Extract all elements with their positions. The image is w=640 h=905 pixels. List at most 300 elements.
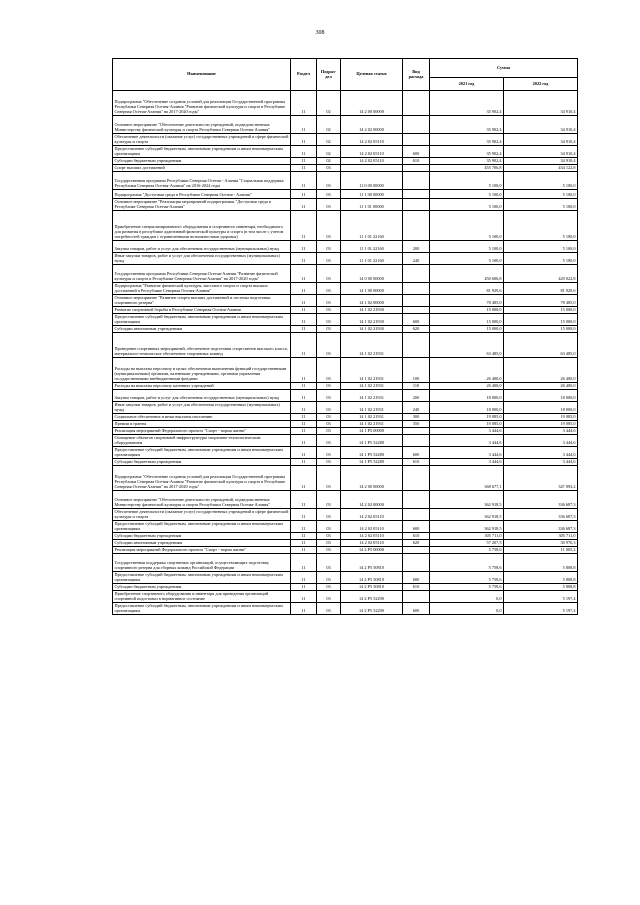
cell-name: Закупка товаров, работ и услуг для обеспечения государственных (муниципальных) нужд [113, 241, 291, 253]
cell-sum-2022: 19 085,0 [504, 421, 578, 428]
budget-table [112, 58, 578, 615]
cell-target-article: 14 1 02 21931 [341, 383, 403, 390]
cell-expense-type: 300 [403, 414, 430, 421]
cell-name: Проведение спортивных мероприятий, обеспечение подготовки спортсменов высокого класса, материально-техническое обеспечение спортивных команд [113, 333, 291, 358]
cell-sum-2021: 26 400,0 [430, 383, 504, 390]
table-row [113, 283, 578, 295]
page-number: 308 [315, 30, 325, 36]
cell-podrazdel: 03 [317, 211, 341, 241]
cell-podrazdel: 03 [317, 547, 341, 554]
cell-podrazdel: 03 [317, 326, 341, 333]
cell-sum-2022: 78 485,0 [504, 295, 578, 307]
cell-name: Обеспечение деятельности (оказание услуг) государственных учреждений в сфере физической культуры и спорта [113, 509, 291, 521]
cell-name: Закупка товаров, работ и услуг для обеспечения государственных (муниципальных) нужд [113, 390, 291, 402]
cell-razdel: 11 [291, 533, 317, 540]
cell-razdel: 11 [291, 414, 317, 421]
cell-expense-type [403, 547, 430, 554]
cell-target-article: 14 2 02 00000 [341, 116, 403, 134]
cell-sum-2021: 35 902,4 [430, 146, 504, 158]
cell-podrazdel: 03 [317, 199, 341, 211]
cell-expense-type: 100 [403, 358, 430, 383]
cell-target-article: 14 1 02 21930 [341, 326, 403, 333]
cell-target-article: 14 2 02 05110 [341, 146, 403, 158]
cell-razdel: 11 [291, 390, 317, 402]
cell-razdel: 11 [291, 283, 317, 295]
cell-expense-type [403, 211, 430, 241]
cell-sum-2021: 362 918,5 [430, 509, 504, 521]
cell-expense-type [403, 172, 430, 190]
cell-podrazdel: 03 [317, 283, 341, 295]
cell-razdel: 11 [291, 509, 317, 521]
table-row [113, 435, 578, 447]
cell-name: Премии и гранты [113, 421, 291, 428]
cell-razdel: 11 [291, 491, 317, 509]
table-row [113, 447, 578, 459]
header-target-article: Целевая статья [341, 59, 403, 91]
cell-podrazdel: 02 [317, 146, 341, 158]
cell-razdel: 11 [291, 165, 317, 172]
cell-sum-2021: 78 485,0 [430, 295, 504, 307]
cell-sum-2021: 81 929,6 [430, 283, 504, 295]
cell-name: Предоставление субсидий бюджетным, автономным учреждениям и иным некоммерческим организациям [113, 146, 291, 158]
cell-razdel: 11 [291, 211, 317, 241]
cell-podrazdel: 03 [317, 447, 341, 459]
cell-target-article [341, 165, 403, 172]
cell-sum-2022: 34 910,4 [504, 158, 578, 165]
cell-podrazdel: 03 [317, 533, 341, 540]
cell-target-article: 14 1 02 21931 [341, 402, 403, 414]
cell-sum-2022: 63 485,0 [504, 333, 578, 358]
table-row [113, 521, 578, 533]
cell-name: Предоставление субсидий бюджетным, автономным учреждениям и иным некоммерческим организациям [113, 572, 291, 584]
header-year-2022: 2022 год [504, 78, 578, 91]
cell-podrazdel: 03 [317, 295, 341, 307]
cell-expense-type: 600 [403, 447, 430, 459]
cell-razdel: 11 [291, 466, 317, 491]
cell-sum-2022: 5 808,8 [504, 584, 578, 591]
cell-sum-2021: 18 000,0 [430, 390, 504, 402]
cell-sum-2022: 5 100,0 [504, 253, 578, 265]
cell-expense-type [403, 265, 430, 283]
cell-sum-2021: 5 100,0 [430, 199, 504, 211]
cell-expense-type [403, 466, 430, 491]
cell-name: Предоставление субсидий бюджетным, автономным учреждениям и иным некоммерческим организациям [113, 603, 291, 615]
table-row [113, 116, 578, 134]
cell-target-article: 14 0 00 00000 [341, 265, 403, 283]
cell-razdel: 11 [291, 554, 317, 572]
cell-sum-2021: 35 902,4 [430, 158, 504, 165]
cell-target-article: 14 1 00 00000 [341, 283, 403, 295]
cell-name: Государственная поддержка спортивных организаций, осуществляющих подготовку спортивного резерва для сборных команд Российской Федерации [113, 554, 291, 572]
cell-razdel: 11 [291, 91, 317, 116]
cell-expense-type: 600 [403, 572, 430, 584]
cell-sum-2022: 11 005,2 [504, 547, 578, 554]
cell-target-article: 14 2 02 05110 [341, 158, 403, 165]
cell-name: Субсидии автономным учреждениям [113, 540, 291, 547]
cell-sum-2021: 5 758,6 [430, 584, 504, 591]
table-body [113, 91, 578, 615]
cell-name: Основное мероприятие "Реализация мероприятий подпрограммы "Доступная среда в Республике Северная Осетия-Алания" [113, 199, 291, 211]
cell-sum-2022: 336 687,3 [504, 521, 578, 533]
cell-expense-type [403, 295, 430, 307]
cell-podrazdel: 03 [317, 390, 341, 402]
cell-sum-2022: 5 808,8 [504, 554, 578, 572]
cell-sum-2021: 18 000,0 [430, 402, 504, 414]
cell-podrazdel: 02 [317, 158, 341, 165]
cell-expense-type: 240 [403, 402, 430, 414]
cell-sum-2022: 81 929,6 [504, 283, 578, 295]
cell-target-article: 14 2 P5 50810 [341, 572, 403, 584]
cell-sum-2021: 5 100,0 [430, 253, 504, 265]
cell-target-article: 14 1 02 21930 [341, 314, 403, 326]
cell-sum-2022: 34 910,4 [504, 134, 578, 146]
cell-target-article: 14 2 02 05110 [341, 533, 403, 540]
cell-sum-2022: 347 093,2 [504, 466, 578, 491]
cell-podrazdel: 03 [317, 466, 341, 491]
table-row [113, 172, 578, 190]
cell-podrazdel: 02 [317, 134, 341, 146]
cell-sum-2021: 450 606,8 [430, 265, 504, 283]
cell-sum-2022: 5 197,4 [504, 591, 578, 603]
cell-name: Предоставление субсидий бюджетным, автономным учреждениям и иным некоммерческим организациям [113, 447, 291, 459]
cell-sum-2021: 57 207,5 [430, 540, 504, 547]
cell-sum-2021: 15 000,0 [430, 307, 504, 314]
cell-expense-type [403, 134, 430, 146]
cell-name: Иные закупки товаров, работ и услуг для обеспечения государственных (муниципальных) нужд [113, 402, 291, 414]
cell-name: Расходы на выплаты персоналу в целях обеспечения выполнения функций государственными (муниципальными) органами, казенными учреждениями, органами управления государственными внебюджетными фондами [113, 358, 291, 383]
cell-name: Государственная программа Республики Северная Осетия - Алания "Социальная поддержка Республики Северная Осетия-Алания" на 2016-2024 годы [113, 172, 291, 190]
table-row [113, 390, 578, 402]
cell-target-article: 11 0 00 00000 [341, 172, 403, 190]
table-row [113, 333, 578, 358]
cell-expense-type [403, 435, 430, 447]
table-row [113, 211, 578, 241]
cell-podrazdel: 03 [317, 402, 341, 414]
cell-sum-2021: 5 758,6 [430, 572, 504, 584]
cell-razdel: 11 [291, 358, 317, 383]
table-row [113, 295, 578, 307]
cell-target-article: 14 1 02 21931 [341, 414, 403, 421]
cell-podrazdel: 03 [317, 435, 341, 447]
cell-expense-type [403, 116, 430, 134]
cell-expense-type [403, 165, 430, 172]
table-row [113, 572, 578, 584]
cell-podrazdel: 03 [317, 265, 341, 283]
cell-name: Субсидии бюджетным учреждениям [113, 459, 291, 466]
cell-target-article: 14 1 02 21930 [341, 307, 403, 314]
cell-sum-2021: 35 902,4 [430, 134, 504, 146]
table-row [113, 554, 578, 572]
cell-podrazdel: 03 [317, 383, 341, 390]
cell-razdel: 11 [291, 265, 317, 283]
table-row [113, 190, 578, 199]
cell-name: Основное мероприятие "Развитие спорта высших достижений и системы подготовки спортивного резерва" [113, 295, 291, 307]
cell-sum-2022: 26 400,0 [504, 383, 578, 390]
cell-target-article: 14 1 P5 52280 [341, 447, 403, 459]
cell-podrazdel: 03 [317, 509, 341, 521]
cell-sum-2021: 5 100,0 [430, 211, 504, 241]
cell-target-article: 14 2 P5 52290 [341, 603, 403, 615]
cell-razdel: 11 [291, 591, 317, 603]
table-row [113, 241, 578, 253]
table-row [113, 326, 578, 333]
cell-sum-2021: 15 000,0 [430, 314, 504, 326]
cell-name: Приобретение специализированного оборудования и спортивного инвентаря, необходимого для развития в республике адаптивной физической культуры и спорта (в том числе с учетом потребностей граждан с ограниченными возможностями здоровья) [113, 211, 291, 241]
cell-name: Иные закупки товаров, работ и услуг для обеспечения государственных (муниципальных) нужд [113, 253, 291, 265]
cell-expense-type: 610 [403, 584, 430, 591]
cell-name: Развитие спортивной борьбы в Республике Северная Осетия-Алания [113, 307, 291, 314]
cell-sum-2021: 5 758,6 [430, 547, 504, 554]
cell-target-article: 14 1 P5 52280 [341, 435, 403, 447]
cell-razdel: 11 [291, 459, 317, 466]
cell-expense-type [403, 491, 430, 509]
cell-podrazdel: 03 [317, 554, 341, 572]
cell-expense-type: 110 [403, 383, 430, 390]
cell-razdel: 11 [291, 383, 317, 390]
cell-sum-2022: 3 444,6 [504, 435, 578, 447]
cell-target-article: 14 1 02 21931 [341, 421, 403, 428]
cell-sum-2021: 5 100,0 [430, 172, 504, 190]
cell-target-article: 14 1 02 21931 [341, 390, 403, 402]
cell-sum-2022: 429 022,8 [504, 265, 578, 283]
cell-podrazdel: 03 [317, 584, 341, 591]
header-expense-type: Вид расхода [403, 59, 430, 91]
cell-sum-2022: 34 910,4 [504, 146, 578, 158]
cell-razdel: 11 [291, 540, 317, 547]
table-row [113, 146, 578, 158]
cell-razdel: 11 [291, 253, 317, 265]
cell-target-article: 11 1 01 22160 [341, 241, 403, 253]
cell-target-article: 14 2 00 00000 [341, 466, 403, 491]
cell-expense-type: 200 [403, 390, 430, 402]
table-row [113, 547, 578, 554]
cell-expense-type: 600 [403, 521, 430, 533]
cell-sum-2022: 5 100,0 [504, 211, 578, 241]
table-row [113, 584, 578, 591]
cell-podrazdel: 03 [317, 428, 341, 435]
cell-razdel: 11 [291, 572, 317, 584]
cell-target-article: 14 1 02 00000 [341, 295, 403, 307]
header-sum: Сумма [430, 59, 578, 78]
cell-name: Обеспечение деятельности (оказание услуг) государственных учреждений в сфере физической культуры и спорта [113, 134, 291, 146]
cell-sum-2022: 336 687,3 [504, 509, 578, 521]
table-row [113, 591, 578, 603]
cell-target-article: 11 1 01 00000 [341, 199, 403, 211]
cell-podrazdel: 03 [317, 190, 341, 199]
cell-sum-2021: 305 711,0 [430, 533, 504, 540]
cell-sum-2021: 455 706,8 [430, 165, 504, 172]
cell-sum-2022: 5 197,4 [504, 603, 578, 615]
cell-podrazdel: 03 [317, 307, 341, 314]
cell-target-article: 14 1 P5 00000 [341, 428, 403, 435]
table-row [113, 421, 578, 428]
cell-target-article: 14 1 02 21931 [341, 358, 403, 383]
cell-sum-2022: 434 122,8 [504, 165, 578, 172]
cell-podrazdel: 03 [317, 172, 341, 190]
cell-target-article: 14 2 02 05110 [341, 521, 403, 533]
cell-sum-2022: 18 000,0 [504, 390, 578, 402]
cell-podrazdel: 03 [317, 241, 341, 253]
cell-razdel: 11 [291, 603, 317, 615]
cell-expense-type [403, 190, 430, 199]
cell-podrazdel: 03 [317, 603, 341, 615]
table-row [113, 533, 578, 540]
cell-sum-2021: 3 444,6 [430, 428, 504, 435]
header-podrazdel: Подраз-дел [317, 59, 341, 91]
cell-podrazdel: 03 [317, 358, 341, 383]
cell-podrazdel: 03 [317, 491, 341, 509]
cell-razdel: 11 [291, 307, 317, 314]
cell-sum-2022: 3 444,6 [504, 459, 578, 466]
cell-sum-2021: 35 902,4 [430, 116, 504, 134]
cell-sum-2022: 5 100,0 [504, 199, 578, 211]
cell-sum-2021: 15 000,0 [430, 326, 504, 333]
cell-expense-type: 620 [403, 326, 430, 333]
cell-sum-2021: 362 918,5 [430, 491, 504, 509]
cell-name: Субсидии бюджетным учреждениям [113, 158, 291, 165]
cell-expense-type [403, 509, 430, 521]
cell-target-article: 14 1 P5 52280 [341, 459, 403, 466]
cell-name: Реализация мероприятий Федерального проекта "Спорт - норма жизни" [113, 547, 291, 554]
cell-razdel: 11 [291, 326, 317, 333]
table-row [113, 466, 578, 491]
cell-expense-type [403, 591, 430, 603]
cell-sum-2021: 3 444,6 [430, 459, 504, 466]
cell-razdel: 11 [291, 146, 317, 158]
cell-expense-type [403, 428, 430, 435]
cell-sum-2021: 5 100,0 [430, 241, 504, 253]
cell-name: Предоставление субсидий бюджетным, автономным учреждениям и иным некоммерческим организациям [113, 521, 291, 533]
cell-target-article: 14 2 02 00000 [341, 491, 403, 509]
cell-sum-2022: 305 711,0 [504, 533, 578, 540]
cell-expense-type [403, 307, 430, 314]
table-row [113, 383, 578, 390]
table-row [113, 199, 578, 211]
cell-sum-2022: 15 000,0 [504, 314, 578, 326]
header-year-2021: 2021 год [430, 78, 504, 91]
cell-podrazdel: 03 [317, 591, 341, 603]
cell-name: Социальное обеспечение и иные выплаты населению [113, 414, 291, 421]
cell-expense-type: 350 [403, 421, 430, 428]
cell-sum-2022: 34 910,4 [504, 116, 578, 134]
cell-podrazdel: 02 [317, 91, 341, 116]
cell-podrazdel: 03 [317, 421, 341, 428]
table-row [113, 265, 578, 283]
cell-target-article: 11 1 00 00000 [341, 190, 403, 199]
cell-name: Подпрограмма "Обеспечение создания условий для реализации Государственной программы Республики Северная Осетия-Алания "Развитие физической культуры и спорта в Республике Северная Осетия-Алания" на 2017-2020 годы" [113, 466, 291, 491]
cell-target-article: 11 1 01 22160 [341, 253, 403, 265]
cell-sum-2021: 63 485,0 [430, 333, 504, 358]
table-row [113, 428, 578, 435]
table-row [113, 509, 578, 521]
cell-target-article: 14 2 02 05110 [341, 509, 403, 521]
cell-name: Подпрограмма "Развитие физической культуры, массового спорта и спорта высших достижений в Республике Северная Осетия-Алания" [113, 283, 291, 295]
cell-expense-type: 610 [403, 533, 430, 540]
cell-name: Субсидии бюджетным учреждениям [113, 584, 291, 591]
cell-name: Оснащение объектов спортивной инфраструктуры спортивно-технологическим оборудованием [113, 435, 291, 447]
cell-razdel: 11 [291, 295, 317, 307]
cell-target-article: 14 2 P5 52290 [341, 591, 403, 603]
cell-razdel: 11 [291, 547, 317, 554]
cell-sum-2022: 30 976,3 [504, 540, 578, 547]
table-row [113, 603, 578, 615]
header-name: Наименование [113, 59, 291, 91]
cell-target-article: 14 2 02 05110 [341, 540, 403, 547]
cell-name: Подпрограмма "Обеспечение создания условий для реализации Государственной программы Республики Северная Осетия-Алания "Развитие физической культуры и спорта в Республике Северная Осетия-Алания" на 2017-2020 годы" [113, 91, 291, 116]
cell-razdel: 11 [291, 314, 317, 326]
cell-razdel: 11 [291, 333, 317, 358]
cell-target-article: 14 2 P5 50810 [341, 584, 403, 591]
table-row [113, 158, 578, 165]
cell-podrazdel: 03 [317, 414, 341, 421]
table-row [113, 491, 578, 509]
cell-expense-type [403, 91, 430, 116]
cell-razdel: 11 [291, 435, 317, 447]
cell-razdel: 11 [291, 447, 317, 459]
cell-expense-type: 240 [403, 253, 430, 265]
cell-sum-2021: 19 085,0 [430, 421, 504, 428]
cell-expense-type: 600 [403, 314, 430, 326]
cell-podrazdel: 03 [317, 333, 341, 358]
table-row [113, 314, 578, 326]
cell-expense-type [403, 283, 430, 295]
table-row [113, 165, 578, 172]
cell-sum-2022: 15 000,0 [504, 307, 578, 314]
cell-sum-2022: 3 444,6 [504, 428, 578, 435]
cell-expense-type [403, 199, 430, 211]
cell-podrazdel: 03 [317, 459, 341, 466]
cell-name: Расходы на выплаты персоналу казенных учреждений [113, 383, 291, 390]
cell-podrazdel: 03 [317, 253, 341, 265]
table-row [113, 459, 578, 466]
cell-sum-2022: 15 000,0 [504, 326, 578, 333]
cell-expense-type: 610 [403, 158, 430, 165]
cell-sum-2022: 26 400,0 [504, 358, 578, 383]
cell-sum-2022: 3 444,6 [504, 447, 578, 459]
cell-sum-2021: 0,0 [430, 591, 504, 603]
cell-sum-2022: 5 808,8 [504, 572, 578, 584]
table-row [113, 414, 578, 421]
cell-podrazdel: 03 [317, 521, 341, 533]
cell-name: Основное мероприятие "Обеспечение деятельности учреждений, подведомственных Министерству физической культуры и спорта Республики Северная Осетия-Алания" [113, 491, 291, 509]
cell-podrazdel: 03 [317, 165, 341, 172]
cell-sum-2022: 5 100,0 [504, 190, 578, 199]
cell-name: Реализация мероприятий Федерального проекта "Спорт - норма жизни" [113, 428, 291, 435]
cell-sum-2021: 362 918,5 [430, 521, 504, 533]
cell-name: Предоставление субсидий бюджетным, автономным учреждениям и иным некоммерческим организациям [113, 314, 291, 326]
cell-name: Приобретение спортивного оборудования и инвентаря для приведения организаций спортивной подготовки в нормативное состояние [113, 591, 291, 603]
cell-razdel: 11 [291, 199, 317, 211]
table-row [113, 358, 578, 383]
cell-target-article: 14 2 00 00000 [341, 91, 403, 116]
cell-razdel: 11 [291, 172, 317, 190]
cell-razdel: 11 [291, 521, 317, 533]
cell-razdel: 11 [291, 428, 317, 435]
cell-expense-type: 200 [403, 241, 430, 253]
cell-sum-2021: 35 902,4 [430, 91, 504, 116]
table-row [113, 91, 578, 116]
header-razdel: Раздел [291, 59, 317, 91]
cell-razdel: 11 [291, 190, 317, 199]
cell-sum-2021: 0,0 [430, 603, 504, 615]
cell-name: Субсидии бюджетным учреждениям [113, 533, 291, 540]
cell-sum-2021: 26 400,0 [430, 358, 504, 383]
cell-razdel: 11 [291, 584, 317, 591]
table-row [113, 134, 578, 146]
cell-sum-2022: 34 910,4 [504, 91, 578, 116]
cell-razdel: 11 [291, 241, 317, 253]
cell-name: Государственная программа Республики Северная Осетия-Алания "Развитие физической культуры и спорта в Республике Северная Осетия-Алания" на 2017-2020 годы" [113, 265, 291, 283]
